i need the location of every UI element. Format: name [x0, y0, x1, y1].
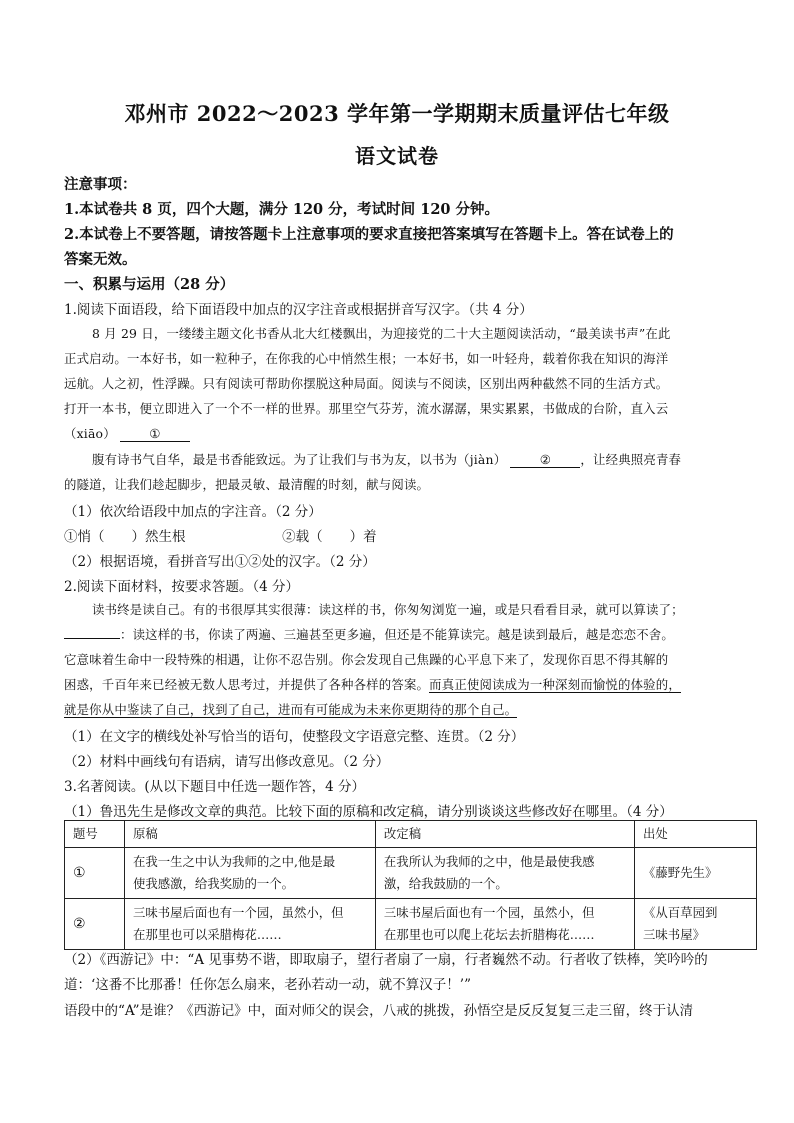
q3-subquestion-1: （1）鲁迅先生是修改文章的典范。比较下面的原稿和改定稿，请分别谈谈这些修改好在哪里。（4 分）: [64, 804, 673, 820]
underlined-sentence: 而真正使阅读成为一种深刻而愉悦的体验的，: [429, 677, 681, 692]
cell-line: 三味书屋后面也有一个园，虽然小，但: [132, 905, 344, 920]
table-cell-original: [124, 848, 375, 899]
q3-subquestion-2: （2）《西游记》中：“A 见事势不谐，即取扇子，望行者扇了一扇，行者巍然不动。行者收了铁棒，笑吟吟的: [64, 952, 708, 968]
cell-line: 《从百草园到: [643, 905, 718, 920]
cell-line: 在我一生之中认为我师的之中,他是最: [132, 854, 336, 869]
cell-line: 三味书屋》: [643, 927, 705, 942]
q1-options: [64, 525, 744, 545]
q1-passage-line: 正式启动。一本好书，如一粒种子，在你我的心中悄然生根；一本好书，如一叶轻舟，载着你我在知识的海洋: [64, 351, 669, 366]
q1-passage-text: ，让经典照亮青春: [580, 452, 682, 467]
pinyin-xiao: （xiāo）: [64, 426, 116, 441]
notes-item-2-cont: 答案无效。: [64, 251, 137, 268]
q2-passage-line: [64, 700, 744, 718]
q1-subquestion-2: （2）根据语境，看拼音写出①②处的汉字。（2 分）: [64, 554, 376, 570]
table-cell-source: [635, 848, 757, 899]
q2-passage-line: 它意味着生命中一段特殊的相遇，让你不忍告别。你会发现自己焦躁的心平息下来了，发现你百思不得其解的: [64, 652, 669, 667]
question-1-prompt: 1.阅读下面语段，给下面语段中加点的汉字注音或根据拼音写汉字。（共 4 分）: [64, 302, 533, 318]
question-3-prompt: 3.名著阅读。(从以下题目中任选一题作答，4 分）: [64, 779, 366, 795]
question-2-prompt: 2.阅读下面材料，按要求答题。（4 分）: [64, 579, 300, 595]
q1-passage-line: [92, 450, 744, 468]
option-1: ①悄（ ）然生根: [64, 529, 186, 545]
table-row: [65, 899, 757, 950]
q1-passage-line: 的隧道，让我们趁起脚步，把最灵敏、最清醒的时刻，献与阅读。: [64, 477, 430, 492]
table-cell-revised: [375, 848, 634, 899]
answer-blank-3[interactable]: [64, 638, 120, 639]
q2-passage-line: 读书终是读自己。有的书很厚其实很薄：读这样的书，你匆匆浏览一遍，或是只看看目录，就可以算读了；: [92, 602, 684, 617]
q1-passage-line: 远航。人之初，性浮躁。只有阅读可帮助你摆脱这种局面。阅读与不阅读，区别出两种截然不同的生活方式。: [64, 376, 669, 391]
q1-passage-line: [64, 424, 744, 442]
exam-title: 邓州市 2022～2023 学年第一学期期末质量评估七年级: [124, 101, 670, 126]
q1-passage-text: 腹有诗书气自华，最是书香能致远。为了让我们与书为友，以书为（jiàn）: [92, 452, 507, 467]
table-cell-original: [124, 899, 375, 950]
q2-passage-line: [64, 625, 744, 643]
cell-line: 三味书屋后面也有一个园，虽然小，但: [383, 905, 595, 920]
table-cell-source: [635, 899, 757, 950]
option-2: ②载（ ）着: [282, 529, 377, 545]
cell-line: 使我感激，给我奖励的一个。: [132, 876, 295, 891]
table-header-row: [65, 821, 757, 848]
notes-item-2: 2.本试卷上不要答题，请按答题卡上注意事项的要求直接把答案填写在答题卡上。答在试卷上的: [64, 226, 674, 243]
table-header-cell: 题号: [65, 821, 125, 848]
underlined-sentence: 就是你从中鉴读了自己，找到了自己，进而有可能成为未来你更期待的那个自己。: [64, 702, 518, 717]
q2-passage-text: 困惑，千百年来已经被无数人思考过，并提供了各种各样的答案。: [64, 677, 430, 692]
q2-passage-text: ：读这样的书，你读了两遍、三遍甚至更多遍，但还是不能算读完。越是读到最后，越是恋恋不舍。: [120, 627, 674, 642]
table-header-cell: 改定稿: [375, 821, 634, 848]
cell-line: 激，给我鼓励的一个。: [383, 876, 508, 891]
table-header-cell: 原稿: [124, 821, 375, 848]
q2-subquestion-2: （2）材料中画线句有语病，请写出修改意见。（2 分）: [64, 754, 390, 770]
table-row: [65, 848, 757, 899]
cell-line: 在那里也可以爬上花坛去折腊梅花……: [383, 927, 595, 942]
table-cell-no: ②: [65, 899, 125, 950]
q1-passage-line: 打开一本书，便立即进入了一个不一样的世界。那里空气芬芳，流水潺潺，果实累累，书做成的台阶，直入云: [64, 401, 669, 416]
notes-heading: 注意事项：: [64, 176, 137, 193]
q2-passage-line: [64, 675, 744, 693]
answer-blank-1[interactable]: ①: [120, 427, 190, 442]
cell-line: 在我所认为我师的之中，他是最使我感: [383, 854, 595, 869]
section-heading: 一、积累与运用（28 分）: [64, 276, 235, 293]
exam-subtitle: 语文试卷: [355, 144, 439, 168]
comparison-table: [64, 820, 757, 950]
q3-subquestion-2-cont: 道：‘这番不比那番！任你怎么扇来，老孙若动一动，就不算汉子！’”: [64, 977, 471, 993]
q1-subquestion-1: （1）依次给语段中加点的字注音。（2 分）: [64, 504, 322, 520]
answer-blank-2[interactable]: ②: [510, 453, 580, 468]
table-header-cell: 出处: [635, 821, 757, 848]
cell-line: 《藤野先生》: [643, 865, 718, 880]
q3-subquestion-2-cont: 语段中的“A”是谁？《西游记》中，面对师父的误会，八戒的挑拨，孙悟空是反反复复三走三留，终于认清: [64, 1003, 694, 1019]
cell-line: 在那里也可以采腊梅花……: [132, 927, 282, 942]
notes-item-1: 1.本试卷共 8 页，四个大题，满分 120 分，考试时间 120 分钟。: [64, 201, 500, 218]
q1-passage-line: 8 月 29 日，一缕缕主题文化书香从北大红楼飘出，为迎接党的二十大主题阅读活动，“最美读书声”在此: [92, 326, 671, 341]
table-cell-revised: [375, 899, 634, 950]
q2-subquestion-1: （1）在文字的横线处补写恰当的语句，使整段文字语意完整、连贯。（2 分）: [64, 729, 525, 745]
table-cell-no: ①: [65, 848, 125, 899]
